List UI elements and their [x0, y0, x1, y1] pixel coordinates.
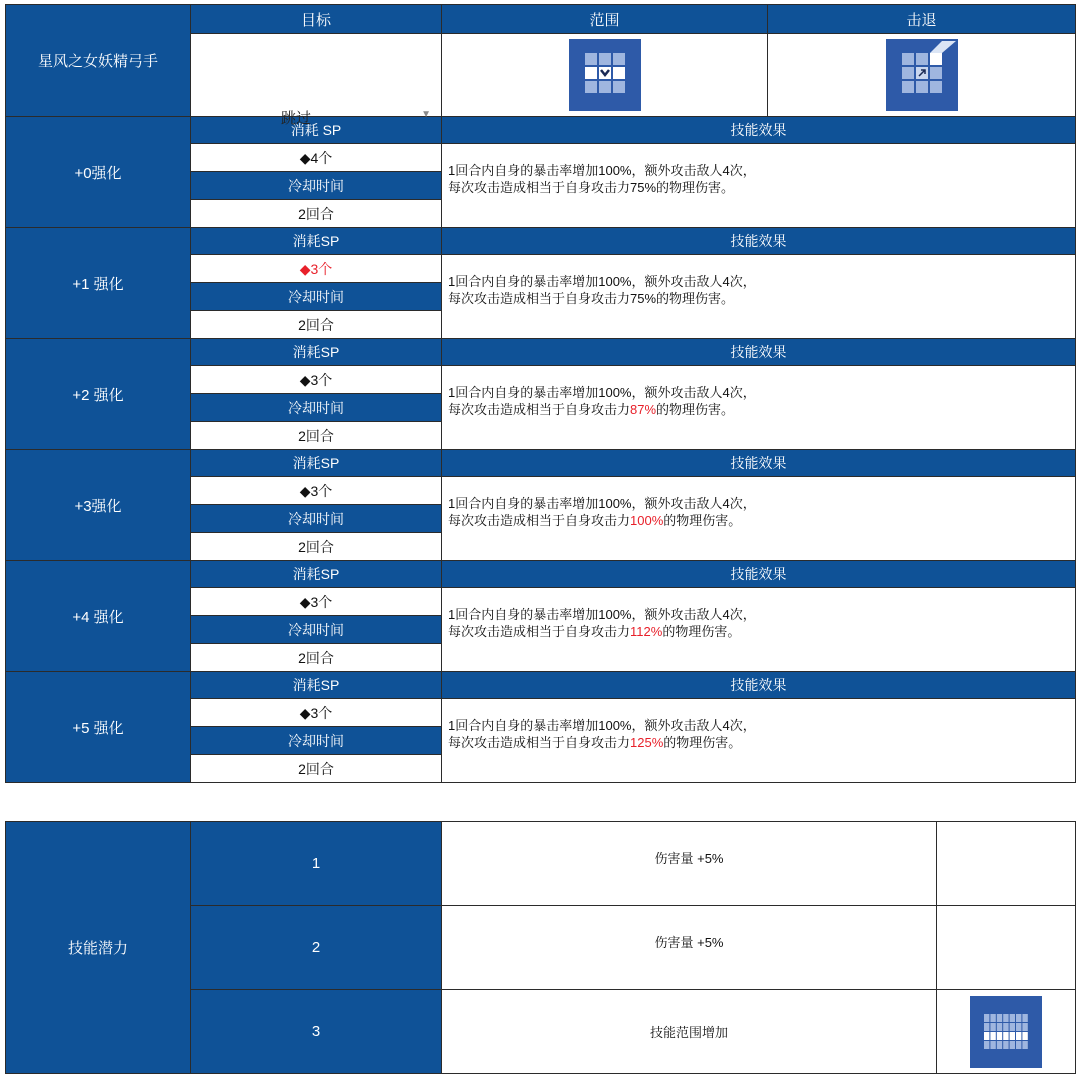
skill-name: 星风之女妖精弓手 — [6, 5, 191, 117]
sp-cost-value: ◆3个 — [191, 699, 442, 727]
skill-effect-header: 技能效果 — [442, 117, 1076, 144]
skill-effect-text — [442, 588, 1076, 672]
effect-line-2-post: 的物理伤害。 — [663, 734, 742, 750]
range-grid-icon — [569, 39, 641, 111]
range-cell-square — [1003, 1014, 1008, 1022]
range-header: 范围 — [442, 5, 768, 34]
range-cell-square — [990, 1032, 995, 1040]
enhance-level: +4 强化 — [6, 561, 191, 672]
potential-icon-cell — [937, 906, 1076, 990]
range-cell-square — [1016, 1032, 1021, 1040]
effect-line-2-post: 的物理伤害。 — [663, 512, 742, 528]
effect-percent: 125% — [630, 734, 664, 750]
range-cell-square — [990, 1041, 995, 1049]
sp-cost-value: ◆4个 — [191, 144, 442, 172]
effect-line-1: 1回合内自身的暴击率增加100%，额外攻击敌人4次， — [448, 162, 756, 178]
effect-line-2-post: 的物理伤害。 — [656, 179, 735, 195]
sp-cost-header: 消耗SP — [191, 228, 442, 255]
range-cell-square — [997, 1032, 1002, 1040]
range-cell-square — [990, 1014, 995, 1022]
skill-effect-header: 技能效果 — [442, 561, 1076, 588]
range-cell-square — [984, 1023, 989, 1031]
cooldown-value: 2回合 — [191, 200, 442, 228]
effect-line-2-pre: 每次攻击造成相当于自身攻击力 — [448, 179, 631, 195]
range-cell-square — [1003, 1041, 1008, 1049]
cooldown-value: 2回合 — [191, 644, 442, 672]
effect-line-2-pre: 每次攻击造成相当于自身攻击力 — [448, 734, 631, 750]
skill-effect-header: 技能效果 — [442, 450, 1076, 477]
effect-percent: 75% — [630, 290, 657, 306]
range-cell-square — [1003, 1032, 1008, 1040]
skill-effect-header: 技能效果 — [442, 339, 1076, 366]
potential-num: 1 — [191, 822, 442, 906]
sp-cost-header: 消耗 SP — [191, 117, 442, 144]
effect-line-2-post: 的物理伤害。 — [656, 290, 735, 306]
range-cell-square — [997, 1014, 1002, 1022]
knockback-header: 击退 — [768, 5, 1076, 34]
skill-effect-header: 技能效果 — [442, 672, 1076, 699]
range-cell-square — [990, 1023, 995, 1031]
sp-cost-value: ◆3个 — [191, 588, 442, 616]
effect-line-2-pre: 每次攻击造成相当于自身攻击力 — [448, 623, 631, 639]
range-cell-square — [1010, 1041, 1015, 1049]
effect-line-1: 1回合内自身的暴击率增加100%，额外攻击敌人4次， — [448, 384, 756, 400]
range-cell-square — [1022, 1032, 1027, 1040]
effect-line-2-post: 的物理伤害。 — [656, 401, 735, 417]
cooldown-value: 2回合 — [191, 755, 442, 783]
effect-line-2 — [448, 179, 1075, 196]
skill-table — [5, 4, 1076, 783]
potential-icon-cell — [937, 990, 1076, 1074]
target-header: 目标 — [191, 5, 442, 34]
effect-percent: 112% — [630, 623, 663, 639]
skill-effect-text — [442, 144, 1076, 228]
range-cell-square — [1022, 1041, 1027, 1049]
sp-cost-header: 消耗SP — [191, 672, 442, 699]
enhance-level: +1 强化 — [6, 228, 191, 339]
chevron-down-icon[interactable]: ▼ — [421, 109, 431, 120]
potential-table — [5, 821, 1076, 1074]
range-cell-square — [1022, 1014, 1027, 1022]
skill-effect-text — [442, 255, 1076, 339]
effect-percent: 75% — [630, 179, 657, 195]
expanded-range-grid-icon — [970, 996, 1042, 1068]
effect-line-2-post: 的物理伤害。 — [662, 623, 741, 639]
target-select-value: 跳过 — [281, 110, 312, 127]
range-cell-square — [997, 1041, 1002, 1049]
potential-num: 2 — [191, 906, 442, 990]
cooldown-header: 冷却时间 — [191, 283, 442, 311]
enhance-level: +5 强化 — [6, 672, 191, 783]
potential-effect: 伤害量 +5% — [442, 822, 937, 906]
range-cell-square — [1022, 1023, 1027, 1031]
enhance-level: +0强化 — [6, 117, 191, 228]
sp-cost-header: 消耗SP — [191, 561, 442, 588]
range-cell-square — [1003, 1023, 1008, 1031]
sp-cost-header: 消耗SP — [191, 339, 442, 366]
target-select[interactable] — [191, 34, 442, 127]
effect-line-2 — [448, 290, 1075, 307]
effect-line-2-pre: 每次攻击造成相当于自身攻击力 — [448, 401, 631, 417]
range-cell-square — [1016, 1014, 1021, 1022]
knockback-cell — [768, 34, 1076, 117]
effect-line-1: 1回合内自身的暴击率增加100%，额外攻击敌人4次， — [448, 606, 756, 622]
cooldown-header: 冷却时间 — [191, 394, 442, 422]
sp-cost-value: ◆3个 — [191, 366, 442, 394]
skill-effect-text — [442, 699, 1076, 783]
sp-cost-value: ◆3个 — [191, 255, 442, 283]
range-cell-square — [984, 1014, 989, 1022]
effect-percent: 100% — [630, 512, 664, 528]
potential-label: 技能潜力 — [6, 822, 191, 1074]
sp-cost-value: ◆3个 — [191, 477, 442, 505]
potential-effect: 技能范围增加 — [442, 990, 937, 1074]
cooldown-header: 冷却时间 — [191, 505, 442, 533]
knockback-grid-icon — [886, 39, 958, 111]
effect-line-1: 1回合内自身的暴击率增加100%，额外攻击敌人4次， — [448, 717, 756, 733]
effect-line-2-pre: 每次攻击造成相当于自身攻击力 — [448, 290, 631, 306]
range-cell-square — [1010, 1014, 1015, 1022]
range-cell — [442, 34, 768, 117]
cooldown-header: 冷却时间 — [191, 616, 442, 644]
range-cell-square — [1010, 1023, 1015, 1031]
range-cell-square — [997, 1023, 1002, 1031]
range-cell-square — [984, 1032, 989, 1040]
range-cell-square — [1010, 1032, 1015, 1040]
effect-line-1: 1回合内自身的暴击率增加100%，额外攻击敌人4次， — [448, 495, 756, 511]
effect-line-2 — [448, 401, 1075, 418]
effect-line-2 — [448, 623, 1075, 640]
skill-effect-text — [442, 477, 1076, 561]
potential-effect: 伤害量 +5% — [442, 906, 937, 990]
effect-line-1: 1回合内自身的暴击率增加100%，额外攻击敌人4次， — [448, 273, 756, 289]
skill-effect-text — [442, 366, 1076, 450]
skill-effect-header: 技能效果 — [442, 228, 1076, 255]
effect-line-2-pre: 每次攻击造成相当于自身攻击力 — [448, 512, 631, 528]
effect-line-2 — [448, 512, 1075, 529]
cooldown-value: 2回合 — [191, 533, 442, 561]
range-cell-square — [1016, 1023, 1021, 1031]
potential-icon-cell — [937, 822, 1076, 906]
potential-num: 3 — [191, 990, 442, 1074]
enhance-level: +2 强化 — [6, 339, 191, 450]
cooldown-value: 2回合 — [191, 422, 442, 450]
range-cell-square — [1016, 1041, 1021, 1049]
sp-cost-header: 消耗SP — [191, 450, 442, 477]
enhance-level: +3强化 — [6, 450, 191, 561]
range-cell-square — [984, 1041, 989, 1049]
effect-percent: 87% — [630, 401, 657, 417]
cooldown-header: 冷却时间 — [191, 727, 442, 755]
cooldown-header: 冷却时间 — [191, 172, 442, 200]
cooldown-value: 2回合 — [191, 311, 442, 339]
effect-line-2 — [448, 734, 1075, 751]
